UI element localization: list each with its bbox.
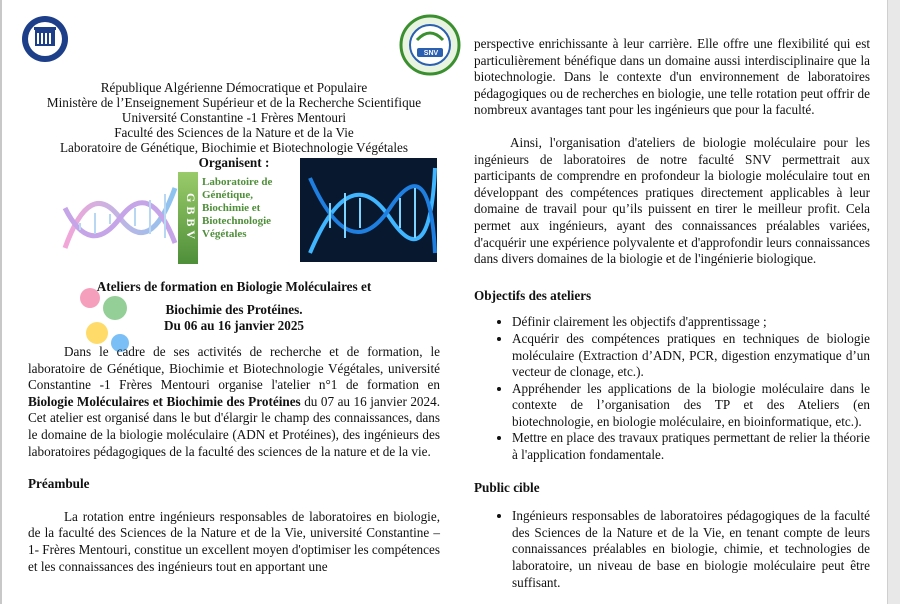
- institution-header: [28, 80, 440, 170]
- header-ministry: Ministère de l’Enseignement Supérieur et de la Recherche Scientifique: [46, 95, 422, 110]
- snv-logo-label: SNV: [423, 50, 439, 57]
- header-republic: République Algérienne Démocratique et Populaire: [100, 80, 368, 95]
- intro-text-1: Dans le cadre de ses activités de recherche et de formation, le laboratoire de Génétique, Biochimie et Biotechnologie Végétales, université Constantine -1 Frères Mentouri organise l'atelier n°1 de formation en: [28, 344, 440, 393]
- public-item: • Ingénieurs responsables de laboratoires pédagogiques de la faculté des Sciences de la Nature et de la Vie, en tenant compte de leurs connaissances préalables en biologie, chimie, et technologies de laboratoire, un niveau de base en biologie moléculaire peut être suffisant.: [512, 508, 870, 591]
- right-column-body: [474, 36, 870, 591]
- header-laboratory: Laboratoire de Génétique, Biochimie et Biotechnologie Végétales: [59, 140, 408, 155]
- preambule-paragraph-2: Ainsi, l'organisation d'ateliers de biologie moléculaire pour les ingénieurs de laboratoires de notre faculté SNV permettrait aux participants de comprendre en profondeur la biologie moléculaire tout en développant des compétences pratiques directement applicables à leur domaine de travail pour qu’ils puissent en tirer le meilleur profit. Cela permet aux ingénieurs, ayant des connaissances préalables variées, d'acquérir une expérience polyvalente et d'approfondir leurs connaissances dans divers domaines de la biologie et de l'ingénierie biologique.: [474, 134, 870, 267]
- gbbv-lab-logo: [178, 172, 300, 268]
- gbbv-letters: GBBV: [178, 172, 198, 264]
- header-university: Université Constantine -1 Frères Mentouri: [121, 110, 347, 125]
- faculty-snv-logo: [399, 14, 461, 76]
- workshop-dates: Du 06 au 16 janvier 2025: [163, 318, 305, 333]
- vertical-scrollbar[interactable]: [887, 0, 900, 604]
- public-list: [474, 508, 870, 591]
- workshop-title-line2: Biochimie des Protéines.: [165, 302, 303, 317]
- preambule-heading: Préambule: [28, 476, 90, 492]
- objectifs-heading: Objectifs des ateliers: [474, 287, 592, 303]
- public-heading: Public cible: [474, 479, 540, 495]
- dna-blue-image: [300, 158, 437, 262]
- dna-helix-image: [60, 168, 180, 268]
- workshop-title-line1: Ateliers de formation en Biologie Moléculaires et: [96, 279, 372, 294]
- left-column-body: [28, 344, 440, 575]
- objectif-item: • Définir clairement les objectifs d'apprentissage ;: [512, 314, 870, 331]
- header-faculty: Faculté des Sciences de la Nature et de la Vie: [114, 125, 354, 140]
- objectif-item: • Acquérir des compétences pratiques en techniques de biologie moléculaire (Extraction d’ADN, PCR, digestion enzymatique d’un vecteur de clonage, etc.).: [512, 331, 870, 381]
- objectifs-list: [474, 314, 870, 463]
- objectif-item: • Appréhender les applications de la biologie moléculaire dans le contexte de l’organisation des TP et des Ateliers (en biotechnologie, en biologie moléculaire, en bioinformatique, etc.).: [512, 381, 870, 431]
- intro-paragraph: [28, 344, 440, 460]
- gbbv-lab-name: Laboratoire de Génétique, Biochimie et Biotechnologie Végétales: [202, 176, 273, 240]
- page-left-border: [0, 0, 2, 604]
- header-organisent: Organisent :: [198, 155, 270, 170]
- intro-bold: Biologie Moléculaires et Biochimie des Protéines: [28, 393, 301, 409]
- objectif-item: • Mettre en place des travaux pratiques permettant de relier la théorie à l'application fondamentale.: [512, 430, 870, 463]
- preambule-paragraph-1: La rotation entre ingénieurs responsables de laboratoires en biologie, de la faculté des Sciences de la Nature et de la Vie, université Constantine – 1- Frères Mentouri, constitue un excellent moyen d'optimiser les compétences et les connaissances des ingénieurs tout en apportant une: [28, 508, 440, 574]
- preambule-paragraph-1-continued: perspective enrichissante à leur carrière. Elle offre une flexibilité qui est particulièrement bénéfique dans un domaine aussi interdisciplinaire que la biotechnologie. Dans le contexte d'un environnement de laboratoires pédagogiques ou de recherches en biologie, une telle rotation peut offrir de nombreux avantages tant pour les ingénieurs que pour la faculté.: [474, 36, 870, 118]
- illustration-row: [60, 158, 440, 276]
- intro-text-2: du 07 au 16 janvier 2024. Cet atelier est organisé dans le but d'élargir le champ des connaissances, dans le domaine de la biologie moléculaire (ADN et Protéines), des ingénieurs des laboratoires pédagogiques de la faculté des sciences de la nature et de la vie.: [28, 393, 441, 459]
- workshop-title: [28, 279, 440, 334]
- university-logo: [20, 10, 70, 68]
